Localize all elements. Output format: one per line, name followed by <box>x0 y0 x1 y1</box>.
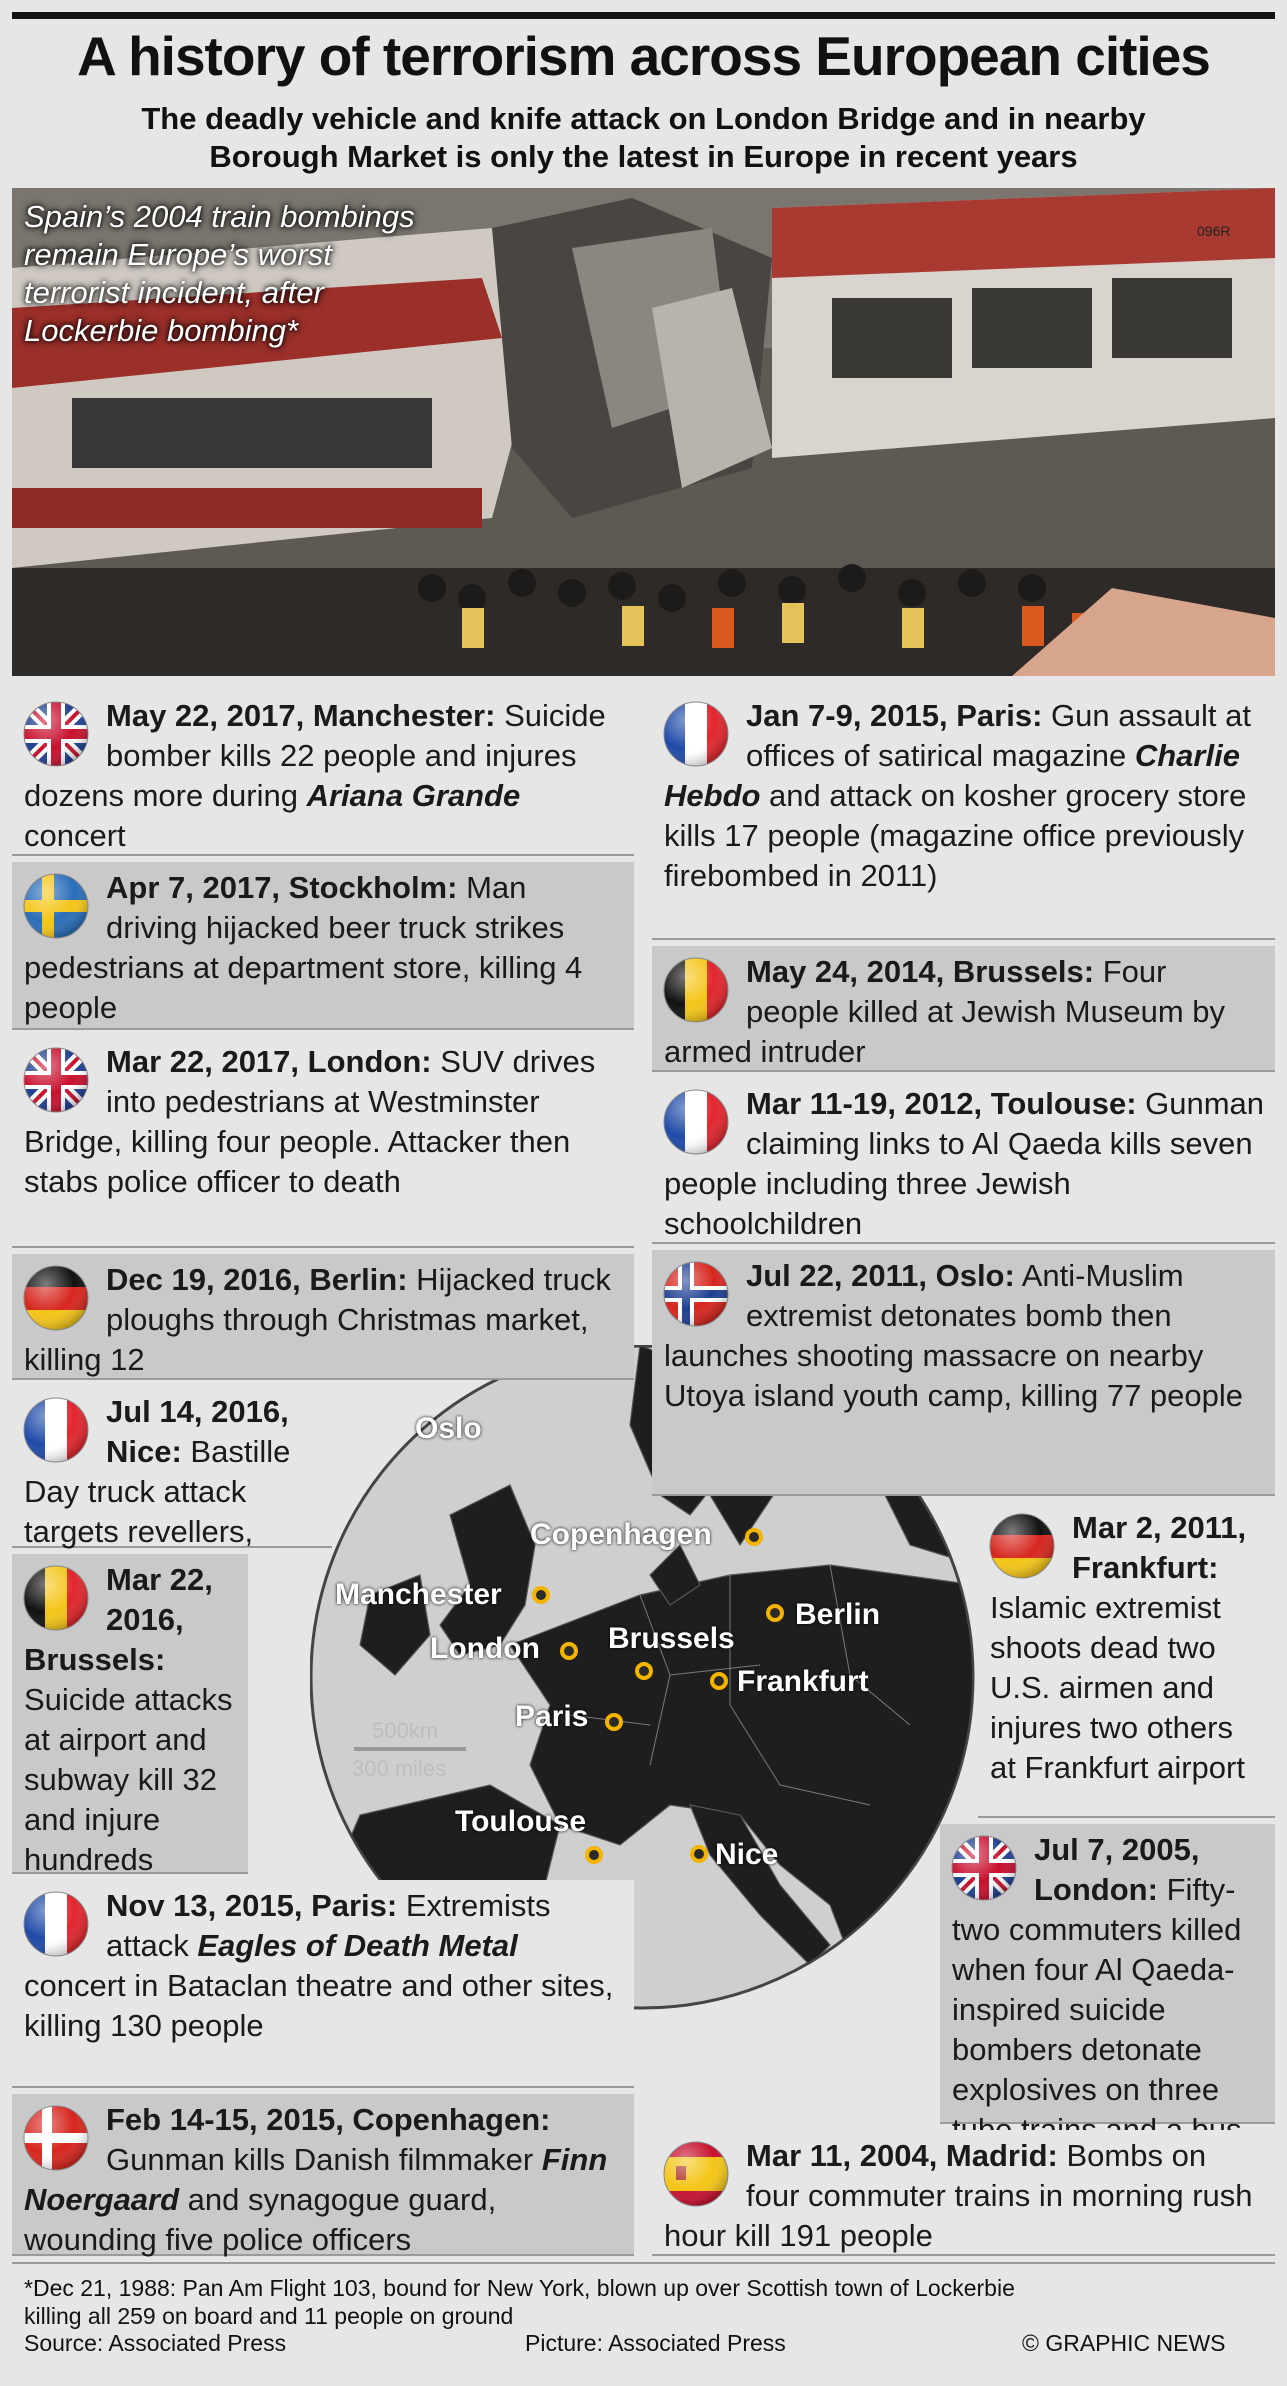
caption-line: terrorist incident, after <box>24 275 324 310</box>
scale-km: 500km <box>372 1718 439 1743</box>
photo-caption <box>24 198 494 350</box>
event-panel-london-2005 <box>940 1824 1275 2124</box>
event-panel-copenhagen <box>12 2094 634 2256</box>
caption-line: remain Europe’s worst <box>24 237 332 272</box>
city-marker-toulouse <box>585 1846 603 1864</box>
city-marker-manchester <box>532 1586 550 1604</box>
city-label-nice: Nice <box>715 1838 779 1871</box>
belgium-flag-icon <box>22 1564 90 1632</box>
top-rule <box>12 12 1275 19</box>
france-flag-icon <box>22 1890 90 1958</box>
event-panel-brussels-2014 <box>652 946 1275 1072</box>
scale-miles: 300 miles <box>352 1756 447 1781</box>
city-marker-frankfurt <box>710 1672 728 1690</box>
event-panel-oslo <box>652 1250 1275 1496</box>
event-panel-manchester <box>12 690 634 856</box>
footnote <box>24 2274 1264 2330</box>
norway-flag-icon <box>662 1260 730 1328</box>
germany-flag-icon <box>988 1512 1056 1580</box>
france-flag-icon <box>662 700 730 768</box>
sweden-flag-icon <box>22 872 90 940</box>
madrid-train-photo <box>12 188 1275 676</box>
germany-flag-icon <box>22 1264 90 1332</box>
france-flag-icon <box>662 1088 730 1156</box>
event-text: Dec 19, 2016, Berlin: Hijacked truck ploughs through Christmas market, killing 12 <box>24 1262 611 1377</box>
event-text: Mar 22, 2017, London: SUV drives into pedestrians at Westminster Bridge, killing four people. Attacker then stabs police officer to death <box>24 1044 596 1199</box>
city-label-manchester: Manchester <box>335 1578 502 1611</box>
caption-line: Spain’s 2004 train bombings <box>24 199 415 234</box>
city-marker-copenhagen <box>745 1528 763 1546</box>
event-panel-london-2017 <box>12 1036 634 1248</box>
picture-credit: Picture: Associated Press <box>525 2330 786 2356</box>
caption-line: Lockerbie bombing* <box>24 313 299 348</box>
event-text: Jul 14, 2016, Nice: Bastille Day truck attack targets revellers, <box>24 1394 291 1549</box>
city-label-oslo: Oslo <box>415 1412 482 1445</box>
train-number: 096R <box>1197 223 1231 239</box>
city-marker-london <box>560 1642 578 1660</box>
subtitle-line: Borough Market is only the latest in Europe in recent years <box>209 139 1078 174</box>
page-title: A history of terrorism across European cities <box>77 25 1210 87</box>
uk-flag-icon <box>22 1046 90 1114</box>
event-text: Mar 2, 2011, Frankfurt: Islamic extremist shoots dead two U.S. airmen and injures two others at Frankfurt airport <box>990 1510 1247 1785</box>
event-panel-toulouse <box>652 1078 1275 1244</box>
event-text: May 24, 2014, Brussels: Four people killed at Jewish Museum by armed intruder <box>664 954 1226 1069</box>
city-label-berlin: Berlin <box>795 1598 881 1631</box>
uk-flag-icon <box>950 1834 1018 1902</box>
copyright: © GRAPHIC NEWS <box>1022 2330 1226 2356</box>
event-panel-paris-2015 <box>12 1880 634 2088</box>
event-text: Mar 11, 2004, Madrid: Bombs on four commuter trains in morning rush hour kill 191 people <box>664 2138 1253 2253</box>
city-label-brussels: Brussels <box>608 1622 735 1655</box>
event-text: Feb 14-15, 2015, Copenhagen: Gunman kills Danish filmmaker Finn Noergaard and synagogue guard, wounding five police officers <box>24 2102 608 2257</box>
event-panel-nice <box>12 1386 332 1548</box>
event-text: May 22, 2017, Manchester: Suicide bomber kills 22 people and injures dozens more during Ariana Grande concert <box>24 698 606 853</box>
event-panel-berlin <box>12 1254 634 1380</box>
city-label-frankfurt: Frankfurt <box>737 1665 869 1698</box>
footer-rule <box>12 2262 1275 2264</box>
spain-flag-icon <box>662 2140 730 2208</box>
event-text: Apr 7, 2017, Stockholm: Man driving hijacked beer truck strikes pedestrians at department store, killing 4 people <box>24 870 583 1025</box>
city-marker-brussels <box>635 1662 653 1680</box>
event-panel-stockholm <box>12 862 634 1030</box>
footnote-line: killing all 259 on board and 11 people on ground <box>24 2303 514 2329</box>
event-panel-brussels-2016 <box>12 1554 248 1877</box>
event-panel-madrid <box>652 2130 1275 2256</box>
city-marker-paris <box>605 1713 623 1731</box>
denmark-flag-icon <box>22 2104 90 2172</box>
event-text: Nov 13, 2015, Paris: Extremists attack Eagles of Death Metal concert in Bataclan theatre and other sites, killing 130 people <box>24 1888 614 2043</box>
event-text: Mar 22, 2016, Brussels: Suicide attacks at airport and subway kill 32 and injure hundreds <box>24 1562 233 1877</box>
event-text: Jul 22, 2011, Oslo: Anti-Muslim extremist detonates bomb then launches shooting massacre on nearby Utoya island youth camp, killing 77 people <box>664 1258 1244 1413</box>
uk-flag-icon <box>22 700 90 768</box>
city-label-copenhagen: Copenhagen <box>530 1518 712 1551</box>
event-panel-charlie-hebdo <box>652 690 1275 940</box>
event-text: Jan 7-9, 2015, Paris: Gun assault at offices of satirical magazine Charlie Hebdo and attack on kosher grocery store kills 17 people (magazine office previously firebombed in 2011) <box>664 698 1251 893</box>
city-label-london: London <box>430 1632 540 1665</box>
city-marker-berlin <box>766 1604 784 1622</box>
scale-bar <box>354 1747 466 1751</box>
belgium-flag-icon <box>662 956 730 1024</box>
event-text: Jul 7, 2005, London: Fifty-two commuters killed when four Al Qaeda-inspired suicide bombers detonate explosives on three <box>952 1832 1242 2107</box>
city-marker-nice <box>690 1845 708 1863</box>
subtitle-line: The deadly vehicle and knife attack on London Bridge and in nearby <box>141 101 1146 136</box>
event-text: Mar 11-19, 2012, Toulouse: Gunman claiming links to Al Qaeda kills seven people including three Jewish schoolchildren <box>664 1086 1265 1241</box>
event-panel-frankfurt <box>978 1502 1275 1818</box>
source-credit: Source: Associated Press <box>24 2330 287 2356</box>
france-flag-icon <box>22 1396 90 1464</box>
footnote-line: *Dec 21, 1988: Pan Am Flight 103, bound for New York, blown up over Scottish town of Lockerbie <box>24 2275 1015 2301</box>
city-label-paris: Paris <box>515 1700 589 1733</box>
page-subtitle <box>12 100 1275 176</box>
city-label-toulouse: Toulouse <box>455 1805 587 1838</box>
